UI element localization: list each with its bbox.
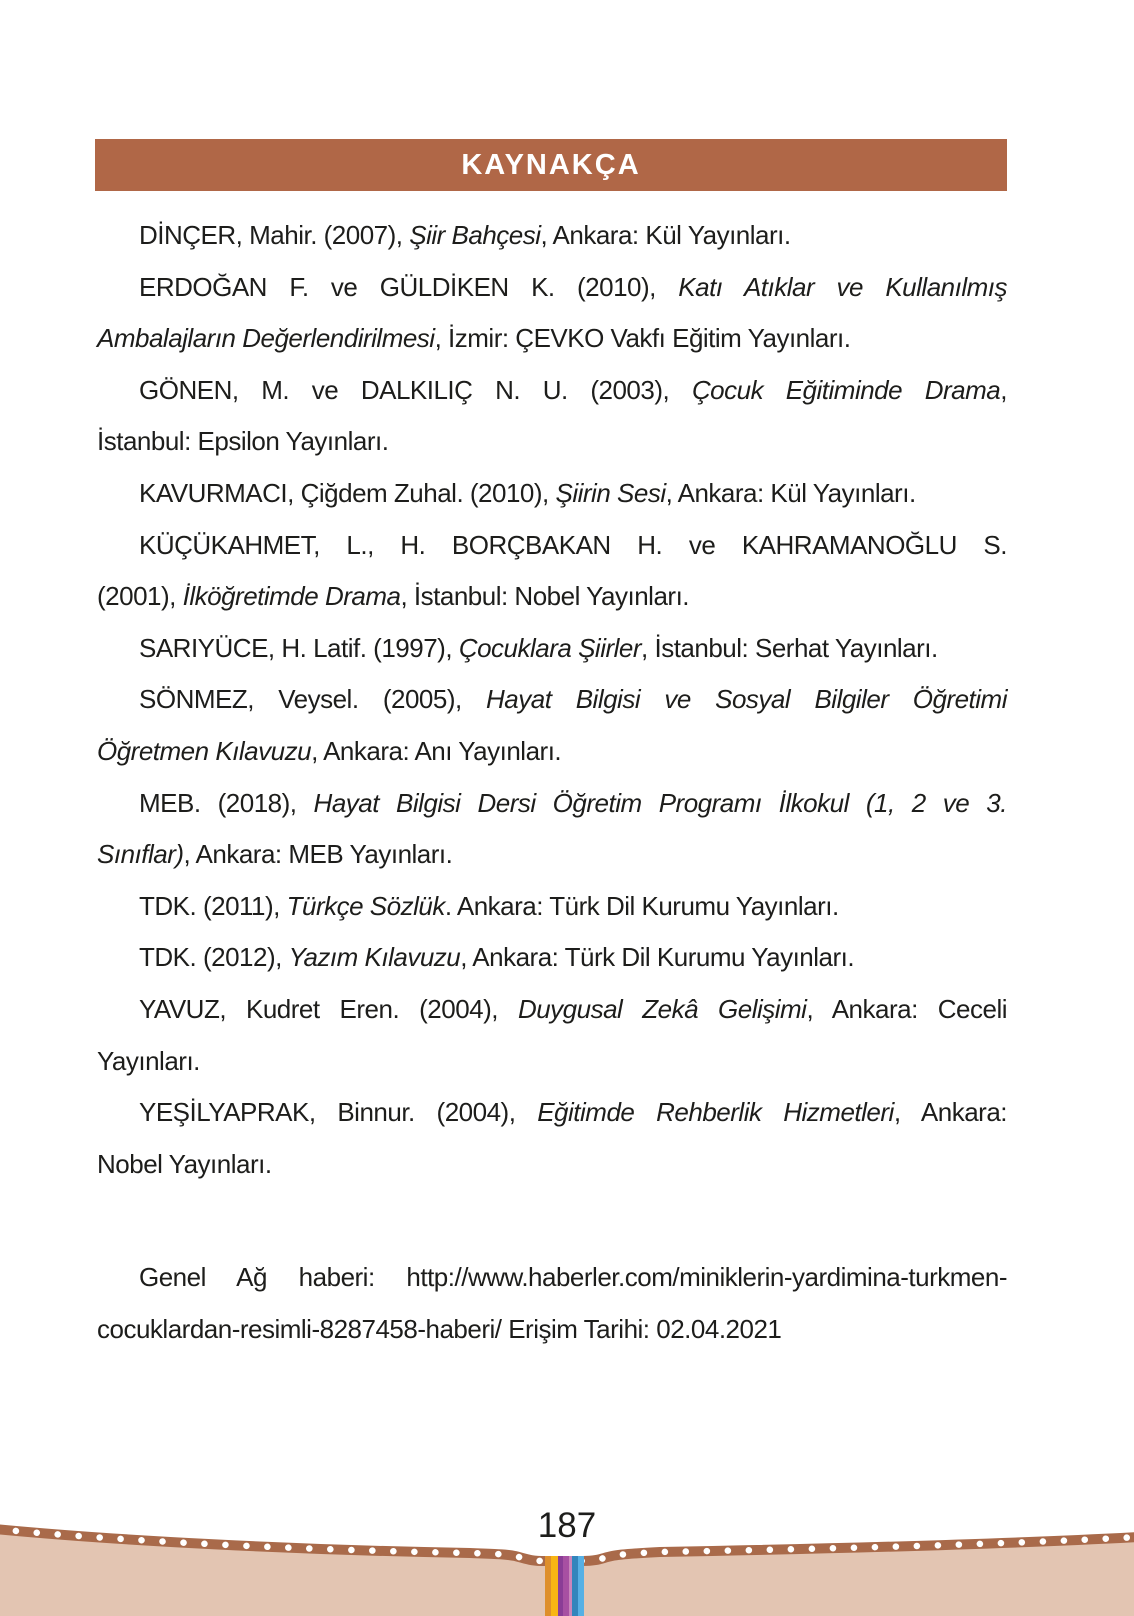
kaynakca-header-bar: [95, 139, 1007, 191]
ribbon-stripe: [545, 1556, 551, 1616]
reference-line: [97, 571, 1007, 623]
ribbon-stripe: [578, 1556, 584, 1616]
reference-title-text: Öğretmen Kılavuzu: [97, 735, 312, 766]
reference-item: [97, 674, 1007, 777]
reference-text: Yayınları.: [97, 1045, 200, 1076]
reference-text: ERDOĞAN F. ve GÜLDİKEN K. (2010),: [139, 271, 679, 302]
reference-text: (2001),: [97, 581, 183, 612]
ribbon-stripe: [569, 1556, 572, 1616]
kaynakca-title: KAYNAKÇA: [461, 148, 641, 181]
reference-text: , Ankara:: [893, 1097, 1007, 1128]
ribbon-stripes: [545, 1556, 584, 1616]
reference-text: GÖNEN, M. ve DALKILIÇ N. U. (2003),: [139, 374, 692, 405]
reference-line: [97, 365, 1007, 417]
reference-item: [97, 468, 1007, 520]
ribbon-stripe: [572, 1556, 578, 1616]
reference-text: , Ankara: Ceceli: [806, 993, 1007, 1024]
reference-text: , İzmir: ÇEVKO Vakfı Eğitim Yayınları.: [434, 323, 851, 354]
reference-line: [97, 1252, 1007, 1304]
reference-item: [97, 932, 1007, 984]
reference-title-text: Şiir Bahçesi: [409, 220, 541, 250]
reference-text: , Ankara: Türk Dil Kurumu Yayınları.: [460, 942, 855, 973]
reference-text: MEB. (2018),: [139, 787, 314, 818]
reference-text: , İstanbul: Serhat Yayınları.: [641, 632, 938, 663]
reference-item: [97, 984, 1007, 1087]
reference-title-text: Türkçe Sözlük: [286, 890, 445, 921]
web-reference-item: [97, 1252, 1007, 1355]
reference-title-text: Eğitimde Rehberlik Hizmetleri: [537, 1097, 894, 1128]
reference-title-text: Duygusal Zekâ Gelişimi: [517, 993, 807, 1024]
reference-line: [97, 468, 1007, 520]
reference-text: , Ankara: Kül Yayınları.: [665, 477, 916, 508]
reference-line: [97, 1139, 1007, 1191]
reference-text: DİNÇER, Mahir. (2007),: [139, 220, 410, 250]
reference-text: , İstanbul: Nobel Yayınları.: [400, 581, 690, 612]
reference-line: [97, 881, 1007, 933]
web-reference: [97, 1252, 1007, 1355]
reference-text: . Ankara: Türk Dil Kurumu Yayınları.: [444, 890, 839, 921]
reference-line: [97, 1304, 1007, 1356]
reference-text: YAVUZ, Kudret Eren. (2004),: [139, 993, 518, 1024]
reference-text: , Ankara: MEB Yayınları.: [183, 839, 453, 870]
ribbon-stripe: [558, 1556, 563, 1616]
reference-item: [97, 262, 1007, 365]
reference-title-text: Hayat Bilgisi Dersi Öğretim Programı İlkokul (1, 2 ve 3.: [313, 787, 1007, 818]
reference-text: YEŞİLYAPRAK, Binnur. (2004),: [139, 1097, 538, 1128]
reference-text: Nobel Yayınları.: [97, 1148, 272, 1179]
reference-item: [97, 210, 1007, 262]
reference-text: SARIYÜCE, H. Latif. (1997),: [139, 632, 459, 663]
reference-text: KAVURMACI, Çiğdem Zuhal. (2010),: [139, 477, 556, 508]
reference-line: [97, 520, 1007, 572]
reference-text: KÜÇÜKAHMET, L., H. BORÇBAKAN H. ve KAHRAMANOĞLU S.: [139, 529, 1007, 560]
reference-title-text: Yazım Kılavuzu: [288, 942, 461, 973]
reference-item: [97, 623, 1007, 675]
reference-item: [97, 1087, 1007, 1190]
reference-text: TDK. (2011),: [139, 890, 287, 921]
reference-line: [97, 674, 1007, 726]
reference-text: ,: [1000, 374, 1007, 405]
reference-text: İstanbul: Epsilon Yayınları.: [97, 426, 389, 457]
reference-item: [97, 520, 1007, 623]
reference-title-text: Ambalajların Değerlendirilmesi: [97, 323, 435, 354]
reference-title-text: Hayat Bilgisi ve Sosyal Bilgiler Öğretimi: [486, 684, 1007, 715]
reference-text: Genel Ağ haberi: http://www.haberler.com/miniklerin-yardimina-turkmen-: [139, 1262, 1007, 1293]
references-section: [97, 210, 1007, 1355]
reference-title-text: Çocuk Eğitiminde Drama: [691, 374, 1001, 405]
reference-item: [97, 881, 1007, 933]
reference-line: [97, 210, 1007, 262]
reference-text: , Ankara: Kül Yayınları.: [540, 220, 791, 250]
reference-text: TDK. (2012),: [139, 942, 289, 973]
reference-line: [97, 262, 1007, 314]
reference-line: [97, 623, 1007, 675]
reference-title-text: Çocuklara Şiirler: [458, 632, 642, 663]
reference-line: [97, 726, 1007, 778]
references-list: [97, 210, 1007, 1190]
reference-title-text: Sınıflar): [97, 839, 184, 870]
reference-title-text: Katı Atıklar ve Kullanılmış: [678, 271, 1007, 302]
reference-item: [97, 778, 1007, 881]
ribbon-stripe: [551, 1556, 558, 1616]
reference-text: SÖNMEZ, Veysel. (2005),: [139, 684, 486, 715]
reference-text: , Ankara: Anı Yayınları.: [311, 735, 562, 766]
page-number: 187: [537, 1506, 597, 1545]
reference-line: [97, 932, 1007, 984]
reference-title-text: İlköğretimde Drama: [182, 581, 401, 612]
reference-line: [97, 984, 1007, 1036]
reference-title-text: Şiirin Sesi: [555, 477, 666, 508]
reference-line: [97, 829, 1007, 881]
reference-line: [97, 416, 1007, 468]
reference-line: [97, 778, 1007, 830]
ribbon-stripe: [563, 1556, 569, 1616]
reference-line: [97, 313, 1007, 365]
reference-text: cocuklardan-resimli-8287458-haberi/ Erişim Tarihi: 02.04.2021: [97, 1313, 782, 1344]
reference-line: [97, 1036, 1007, 1088]
reference-item: [97, 365, 1007, 468]
reference-line: [97, 1087, 1007, 1139]
